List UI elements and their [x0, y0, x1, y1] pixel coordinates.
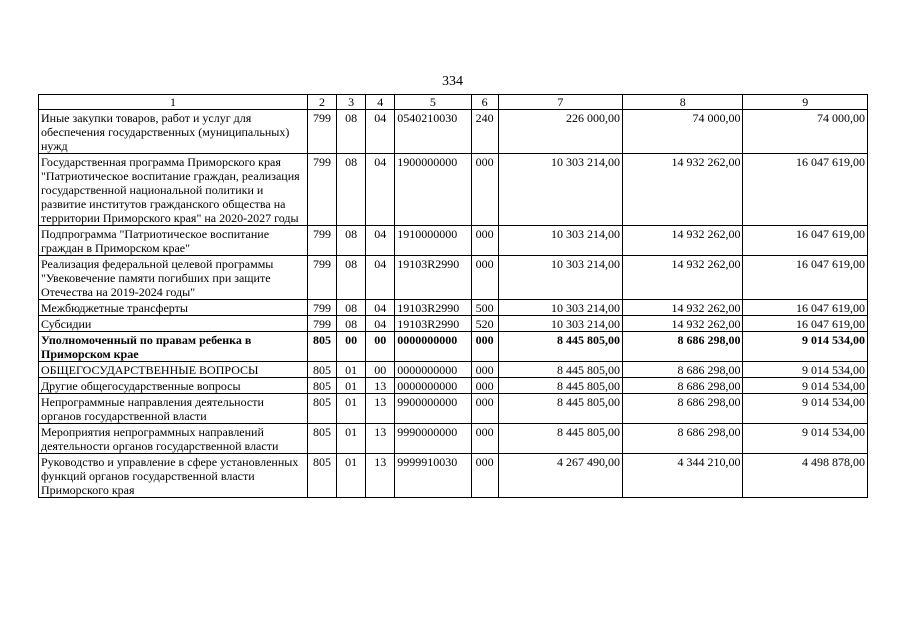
- admin-code-cell: 805: [307, 454, 336, 498]
- amount-col9-cell: 9 014 534,00: [743, 378, 868, 394]
- section-code-cell: 08: [337, 226, 366, 256]
- expense-type-cell: 240: [471, 110, 498, 154]
- page-number: 334: [442, 74, 463, 89]
- amount-col8-cell: 74 000,00: [623, 110, 743, 154]
- column-header: 6: [471, 95, 498, 110]
- section-code-cell: 08: [337, 300, 366, 316]
- column-header: 7: [498, 95, 622, 110]
- amount-col8-cell: 14 932 262,00: [623, 226, 743, 256]
- admin-code-cell: 805: [307, 332, 336, 362]
- amount-col8-cell: 14 932 262,00: [623, 316, 743, 332]
- table-row: [39, 154, 868, 226]
- row-name-cell: Субсидии: [39, 316, 308, 332]
- amount-col7-cell: 8 445 805,00: [498, 362, 622, 378]
- amount-col9-cell: 9 014 534,00: [743, 332, 868, 362]
- section-code-cell: 01: [337, 378, 366, 394]
- table-row: [39, 378, 868, 394]
- amount-col8-cell: 8 686 298,00: [623, 394, 743, 424]
- amount-col7-cell: 8 445 805,00: [498, 394, 622, 424]
- row-name-cell: Мероприятия непрограммных направлений деятельности органов государственной власти: [39, 424, 308, 454]
- subsection-code-cell: 13: [366, 424, 395, 454]
- row-name-cell: Другие общегосударственные вопросы: [39, 378, 308, 394]
- expense-type-cell: 520: [471, 316, 498, 332]
- table-row: [39, 362, 868, 378]
- section-code-cell: 08: [337, 256, 366, 300]
- expense-type-cell: 500: [471, 300, 498, 316]
- admin-code-cell: 799: [307, 110, 336, 154]
- admin-code-cell: 805: [307, 362, 336, 378]
- target-article-cell: 19103R2990: [395, 316, 471, 332]
- row-name-cell: Подпрограмма "Патриотическое воспитание граждан в Приморском крае": [39, 226, 308, 256]
- amount-col8-cell: 14 932 262,00: [623, 300, 743, 316]
- column-header: 4: [366, 95, 395, 110]
- target-article-cell: 9900000000: [395, 394, 471, 424]
- subsection-code-cell: 04: [366, 300, 395, 316]
- admin-code-cell: 799: [307, 300, 336, 316]
- section-code-cell: 01: [337, 362, 366, 378]
- amount-col9-cell: 74 000,00: [743, 110, 868, 154]
- subsection-code-cell: 04: [366, 256, 395, 300]
- section-code-cell: 08: [337, 316, 366, 332]
- amount-col9-cell: 9 014 534,00: [743, 394, 868, 424]
- amount-col8-cell: 4 344 210,00: [623, 454, 743, 498]
- amount-col9-cell: 16 047 619,00: [743, 226, 868, 256]
- expense-type-cell: 000: [471, 424, 498, 454]
- admin-code-cell: 799: [307, 154, 336, 226]
- target-article-cell: 0540210030: [395, 110, 471, 154]
- admin-code-cell: 799: [307, 316, 336, 332]
- table-row: [39, 110, 868, 154]
- amount-col9-cell: 16 047 619,00: [743, 256, 868, 300]
- amount-col7-cell: 10 303 214,00: [498, 154, 622, 226]
- amount-col7-cell: 8 445 805,00: [498, 424, 622, 454]
- amount-col7-cell: 10 303 214,00: [498, 226, 622, 256]
- admin-code-cell: 799: [307, 226, 336, 256]
- section-code-cell: 01: [337, 394, 366, 424]
- row-name-cell: Государственная программа Приморского края "Патриотическое воспитание граждан, реализация государственной национальной политики и развитие институтов гражданского общества на территории Приморского края" на 2020-2027 годы: [39, 154, 308, 226]
- amount-col9-cell: 16 047 619,00: [743, 316, 868, 332]
- amount-col7-cell: 10 303 214,00: [498, 300, 622, 316]
- target-article-cell: 0000000000: [395, 362, 471, 378]
- admin-code-cell: 799: [307, 256, 336, 300]
- column-header: 9: [743, 95, 868, 110]
- section-code-cell: 01: [337, 454, 366, 498]
- section-code-cell: 00: [337, 332, 366, 362]
- column-header: 5: [395, 95, 471, 110]
- amount-col8-cell: 8 686 298,00: [623, 332, 743, 362]
- section-code-cell: 01: [337, 424, 366, 454]
- amount-col8-cell: 8 686 298,00: [623, 378, 743, 394]
- expense-type-cell: 000: [471, 154, 498, 226]
- target-article-cell: 9999910030: [395, 454, 471, 498]
- subsection-code-cell: 04: [366, 154, 395, 226]
- amount-col9-cell: 9 014 534,00: [743, 424, 868, 454]
- amount-col8-cell: 14 932 262,00: [623, 154, 743, 226]
- table-row: [39, 300, 868, 316]
- table-header-row: [39, 95, 868, 110]
- table-row: [39, 316, 868, 332]
- target-article-cell: 19103R2990: [395, 300, 471, 316]
- table-row: [39, 226, 868, 256]
- expense-type-cell: 000: [471, 454, 498, 498]
- amount-col9-cell: 16 047 619,00: [743, 154, 868, 226]
- amount-col7-cell: 10 303 214,00: [498, 316, 622, 332]
- amount-col8-cell: 14 932 262,00: [623, 256, 743, 300]
- target-article-cell: 0000000000: [395, 378, 471, 394]
- subsection-code-cell: 13: [366, 454, 395, 498]
- subsection-code-cell: 04: [366, 226, 395, 256]
- column-header: 8: [623, 95, 743, 110]
- amount-col7-cell: 8 445 805,00: [498, 378, 622, 394]
- amount-col7-cell: 10 303 214,00: [498, 256, 622, 300]
- target-article-cell: 19103R2990: [395, 256, 471, 300]
- column-header: 1: [39, 95, 308, 110]
- expense-type-cell: 000: [471, 378, 498, 394]
- admin-code-cell: 805: [307, 394, 336, 424]
- expense-type-cell: 000: [471, 256, 498, 300]
- table-row: [39, 256, 868, 300]
- column-header: 2: [307, 95, 336, 110]
- subsection-code-cell: 13: [366, 378, 395, 394]
- row-name-cell: Реализация федеральной целевой программы "Увековечение памяти погибших при защите Отечества на 2019-2024 годы": [39, 256, 308, 300]
- amount-col8-cell: 8 686 298,00: [623, 424, 743, 454]
- admin-code-cell: 805: [307, 424, 336, 454]
- expense-type-cell: 000: [471, 226, 498, 256]
- target-article-cell: 9990000000: [395, 424, 471, 454]
- row-name-cell: Непрограммные направления деятельности органов государственной власти: [39, 394, 308, 424]
- target-article-cell: 1910000000: [395, 226, 471, 256]
- row-name-cell: Уполномоченный по правам ребенка в Приморском крае: [39, 332, 308, 362]
- subsection-code-cell: 00: [366, 362, 395, 378]
- expense-type-cell: 000: [471, 362, 498, 378]
- amount-col9-cell: 9 014 534,00: [743, 362, 868, 378]
- subsection-code-cell: 00: [366, 332, 395, 362]
- row-name-cell: Руководство и управление в сфере установленных функций органов государственной власти Приморского края: [39, 454, 308, 498]
- table-row: [39, 424, 868, 454]
- amount-col9-cell: 4 498 878,00: [743, 454, 868, 498]
- target-article-cell: 0000000000: [395, 332, 471, 362]
- row-name-cell: Иные закупки товаров, работ и услуг для обеспечения государственных (муниципальных) нужд: [39, 110, 308, 154]
- amount-col9-cell: 16 047 619,00: [743, 300, 868, 316]
- admin-code-cell: 805: [307, 378, 336, 394]
- section-code-cell: 08: [337, 110, 366, 154]
- table-row: [39, 332, 868, 362]
- expense-type-cell: 000: [471, 332, 498, 362]
- column-header: 3: [337, 95, 366, 110]
- table-row: [39, 394, 868, 424]
- subsection-code-cell: 04: [366, 316, 395, 332]
- row-name-cell: ОБЩЕГОСУДАРСТВЕННЫЕ ВОПРОСЫ: [39, 362, 308, 378]
- amount-col7-cell: 4 267 490,00: [498, 454, 622, 498]
- subsection-code-cell: 04: [366, 110, 395, 154]
- target-article-cell: 1900000000: [395, 154, 471, 226]
- subsection-code-cell: 13: [366, 394, 395, 424]
- amount-col8-cell: 8 686 298,00: [623, 362, 743, 378]
- section-code-cell: 08: [337, 154, 366, 226]
- budget-table: [38, 94, 868, 498]
- table-row: [39, 454, 868, 498]
- row-name-cell: Межбюджетные трансферты: [39, 300, 308, 316]
- amount-col7-cell: 8 445 805,00: [498, 332, 622, 362]
- expense-type-cell: 000: [471, 394, 498, 424]
- amount-col7-cell: 226 000,00: [498, 110, 622, 154]
